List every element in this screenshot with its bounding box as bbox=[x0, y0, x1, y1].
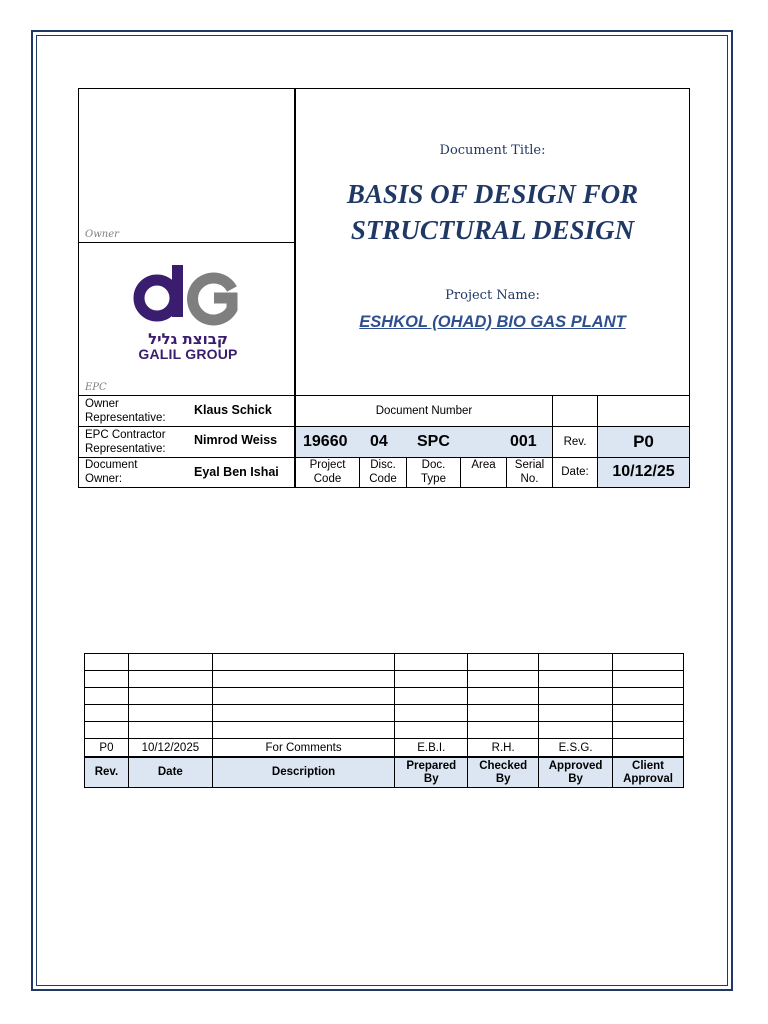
table-cell bbox=[212, 688, 395, 705]
table-cell bbox=[395, 688, 468, 705]
date-value: 10/12/25 bbox=[612, 463, 675, 480]
table-cell bbox=[468, 671, 539, 688]
table-cell bbox=[613, 671, 684, 688]
table-cell bbox=[85, 671, 129, 688]
doc-owner-name: Eyal Ben Ishai bbox=[194, 465, 279, 479]
table-cell bbox=[128, 688, 212, 705]
table-row bbox=[85, 722, 684, 739]
table-cell bbox=[395, 671, 468, 688]
table-cell bbox=[613, 688, 684, 705]
table-row bbox=[85, 688, 684, 705]
epc-rep-label-line1: EPC Contractor bbox=[85, 429, 166, 441]
divider bbox=[78, 395, 690, 396]
table-cell bbox=[468, 654, 539, 671]
doc-type-header-line1: Doc. bbox=[421, 459, 446, 471]
header-rev: Rev. bbox=[85, 757, 129, 788]
serial-no-header bbox=[507, 458, 552, 486]
owner-label: Owner bbox=[85, 229, 119, 240]
table-row bbox=[85, 705, 684, 722]
table-cell bbox=[468, 705, 539, 722]
rev-value: P0 bbox=[633, 432, 654, 451]
table-cell bbox=[212, 722, 395, 739]
table-cell bbox=[539, 688, 613, 705]
revision-table bbox=[84, 653, 684, 788]
table-cell bbox=[85, 688, 129, 705]
document-title-line-2: STRUCTURAL DESIGN bbox=[350, 215, 635, 245]
table-cell bbox=[85, 654, 129, 671]
table-cell bbox=[613, 654, 684, 671]
table-cell bbox=[613, 705, 684, 722]
owner-rep-label-line2: Representative: bbox=[85, 412, 166, 424]
header-approved bbox=[539, 757, 613, 788]
table-row bbox=[85, 671, 684, 688]
table-cell bbox=[539, 705, 613, 722]
table-cell bbox=[128, 722, 212, 739]
doc-owner-label-line1: Document bbox=[85, 459, 138, 471]
doc-type-header-line2: Type bbox=[421, 473, 446, 485]
checked-cell: R.H. bbox=[468, 739, 539, 758]
approved-cell: E.S.G. bbox=[539, 739, 613, 758]
header-checked-line1: Checked bbox=[479, 759, 528, 772]
header-description: Description bbox=[212, 757, 395, 788]
doc-type-value: SPC bbox=[417, 433, 450, 450]
disc-code-header-line1: Disc. bbox=[370, 459, 396, 471]
epc-rep-name: Nimrod Weiss bbox=[194, 433, 278, 447]
disc-code-header bbox=[360, 458, 406, 486]
header-prepared bbox=[395, 757, 468, 788]
header-approved-line1: Approved bbox=[548, 759, 603, 772]
header-prepared-line2: By bbox=[423, 772, 439, 785]
project-name-label: Project Name: bbox=[445, 288, 540, 303]
doc-type-header bbox=[407, 458, 460, 486]
logo-hebrew-text: קבוצת גליל bbox=[148, 330, 228, 348]
header-date: Date bbox=[128, 757, 212, 788]
table-cell bbox=[128, 671, 212, 688]
header-client-line2: Approval bbox=[623, 772, 673, 785]
epc-label: EPC bbox=[85, 382, 107, 393]
project-code-header-line2: Code bbox=[313, 473, 342, 485]
table-cell bbox=[395, 722, 468, 739]
header-approved-line2: By bbox=[568, 772, 583, 785]
table-cell bbox=[539, 654, 613, 671]
owner-rep-name: Klaus Schick bbox=[194, 403, 272, 417]
table-cell bbox=[468, 722, 539, 739]
owner-rep-label-line1: Owner bbox=[85, 398, 119, 410]
table-row bbox=[85, 654, 684, 671]
project-code-header-line1: Project bbox=[309, 459, 346, 471]
document-title-label: Document Title: bbox=[439, 143, 546, 158]
table-cell bbox=[212, 705, 395, 722]
table-cell bbox=[395, 654, 468, 671]
area-header: Area bbox=[471, 459, 496, 471]
prepared-cell: E.B.I. bbox=[395, 739, 468, 758]
header-client-line1: Client bbox=[632, 759, 664, 772]
date-label: Date: bbox=[561, 466, 589, 478]
table-cell bbox=[395, 705, 468, 722]
header-client bbox=[613, 757, 684, 788]
divider bbox=[78, 242, 295, 243]
document-title bbox=[296, 176, 689, 248]
serial-no-value: 001 bbox=[510, 433, 537, 450]
header-checked-line2: By bbox=[495, 772, 511, 785]
table-cell bbox=[539, 722, 613, 739]
table-cell bbox=[212, 654, 395, 671]
epc-rep-label bbox=[85, 428, 166, 456]
rev-cell: P0 bbox=[85, 739, 129, 758]
disc-code-header-line2: Code bbox=[369, 473, 397, 485]
doc-owner-label bbox=[85, 458, 137, 486]
table-cell bbox=[539, 671, 613, 688]
project-code-header bbox=[296, 458, 359, 486]
owner-rep-label bbox=[85, 397, 166, 425]
divider bbox=[295, 426, 690, 427]
table-row bbox=[85, 739, 684, 758]
table-header-row bbox=[85, 757, 684, 788]
description-cell: For Comments bbox=[212, 739, 395, 758]
table-cell bbox=[468, 688, 539, 705]
doc-owner-label-line2: Owner: bbox=[85, 473, 123, 485]
header-prepared-line1: Prepared bbox=[406, 759, 457, 772]
project-code-value: 19660 bbox=[303, 433, 348, 450]
document-title-line-1: BASIS OF DESIGN FOR bbox=[346, 179, 639, 209]
rev-label: Rev. bbox=[563, 436, 587, 448]
table-cell bbox=[85, 705, 129, 722]
serial-no-header-line1: Serial bbox=[514, 459, 545, 471]
logo-english-text: GALIL GROUP bbox=[138, 346, 238, 362]
table-cell bbox=[85, 722, 129, 739]
project-name: ESHKOL (OHAD) BIO GAS PLANT bbox=[359, 313, 626, 331]
client-cell bbox=[613, 739, 684, 758]
table-cell bbox=[212, 671, 395, 688]
table-cell bbox=[128, 705, 212, 722]
disc-code-value: 04 bbox=[370, 433, 388, 450]
header-checked bbox=[468, 757, 539, 788]
date-cell: 10/12/2025 bbox=[128, 739, 212, 758]
document-number-label: Document Number bbox=[375, 405, 473, 417]
epc-rep-label-line2: Representative: bbox=[85, 443, 166, 455]
table-cell bbox=[128, 654, 212, 671]
divider bbox=[78, 426, 295, 427]
table-cell bbox=[613, 722, 684, 739]
serial-no-header-line2: No. bbox=[520, 473, 539, 485]
